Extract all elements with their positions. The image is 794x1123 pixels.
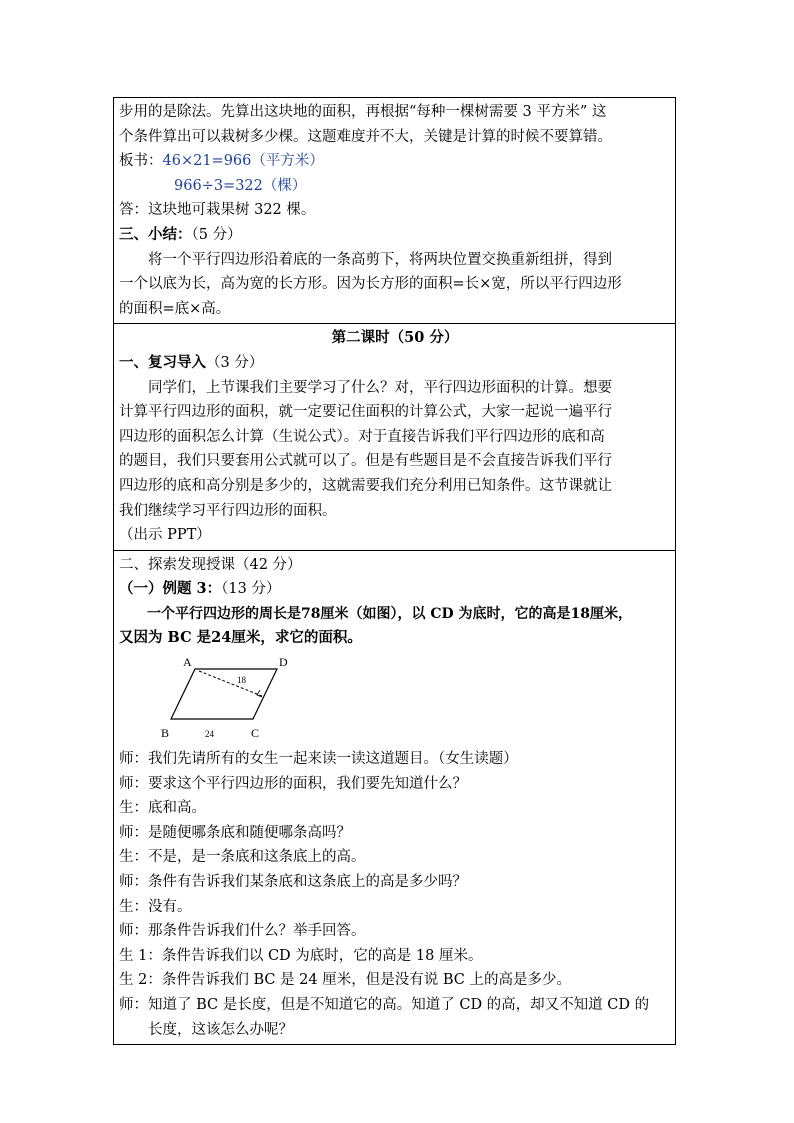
board-label: 板书：	[119, 153, 163, 170]
cell-previous-lesson	[113, 97, 676, 324]
board-equation-2: 966÷3=322（棵）	[174, 177, 307, 194]
dialog-line: 生 1：条件告诉我们以 CD 为底时，它的高是 18 厘米。	[119, 947, 483, 964]
height-line	[199, 671, 262, 696]
vertex-a-label: A	[183, 655, 192, 670]
dialog-line: 长度，这该怎么办呢？	[148, 1021, 293, 1038]
text-line: 的题目，我们只要套用公式就可以了。但是有些题目是不会直接告诉我们平行	[119, 453, 612, 470]
text-line: 我们继续学习平行四边形的面积。	[119, 502, 337, 519]
review-heading	[119, 351, 671, 376]
lesson-title: 第二课时（50 分）	[331, 329, 459, 347]
parallelogram-diagram	[159, 655, 299, 745]
review-time: （3 分）	[206, 354, 264, 371]
review-title: 一、复习导入	[119, 353, 206, 371]
example-title: （一）例题 3：	[119, 580, 222, 598]
dialog-line: 生：不是，是一条底和这条底上的高。	[119, 849, 366, 866]
vertex-c-label: C	[251, 726, 260, 741]
text-line: 四边形的底和高分别是多少的，这就需要我们充分利用已知条件。这节课就让	[119, 477, 612, 494]
summary-line: 将一个平行四边形沿着底的一条高剪下，将两块位置交换重新组拼，得到	[148, 251, 612, 268]
ppt-note: （出示 PPT）	[119, 527, 211, 544]
vertex-b-label: B	[161, 726, 170, 741]
dialog-line: 生：没有。	[119, 898, 192, 915]
cell-explore	[113, 551, 676, 1046]
lesson-table	[113, 97, 676, 1045]
dialog-line: 生 2：条件告诉我们 BC 是 24 厘米，但是没有说 BC 上的高是多少。	[119, 972, 571, 989]
board-equation-1: 46×21=966（平方米）	[162, 153, 324, 170]
summary-time: （5 分）	[191, 226, 242, 243]
dialog-line: 师：我们先请所有的女生一起来读一读这道题目。（女生读题）	[119, 751, 518, 768]
cell-review-intro	[113, 324, 676, 550]
parallelogram-figure	[119, 651, 671, 747]
summary-title: 三、小结：	[119, 225, 192, 243]
example-time: （13 分）	[221, 581, 281, 598]
dialog-line: 师：条件有告诉我们某条底和这条底上的高是多少吗？	[119, 874, 467, 891]
vertex-d-label: D	[279, 655, 288, 670]
dialog-line: 师：是随便哪条底和随便哪条高吗？	[119, 824, 351, 841]
summary-line: 一个以底为长，高为宽的长方形。因为长方形的面积=长×宽，所以平行四边形	[119, 276, 622, 293]
text-line: 四边形的面积怎么计算（生说公式）。对于直接告诉我们平行四边形的底和高	[119, 428, 605, 445]
text-line: 个条件算出可以栽树多少棵。这题难度并不大，关键是计算的时候不要算错。	[119, 128, 612, 145]
explore-heading: 二、探索发现授课（42 分）	[119, 556, 302, 573]
text-line: 同学们，上节课我们主要学习了什么？对，平行四边形面积的计算。想要	[148, 379, 612, 396]
board-line	[119, 149, 671, 174]
dialog-line: 师：知道了 BC 是长度，但是不知道它的高。知道了 CD 的高，却又不知道 CD 的	[119, 997, 650, 1013]
problem-line: 又因为 BC 是24厘米，求它的面积。	[119, 629, 362, 647]
dialog-line: 师：那条件告诉我们什么？举手回答。	[119, 923, 366, 940]
text-line: 步用的是除法。先算出这块地的面积，再根据“每种一棵树需要 3 平方米” 这	[119, 104, 607, 120]
dialog-line: 师：要求这个平行四边形的面积，我们要先知道什么？	[119, 775, 467, 792]
dialog-line: 生：底和高。	[119, 800, 206, 817]
text-line: 计算平行四边形的面积，就一定要记住面积的计算公式，大家一起说一遍平行	[119, 404, 612, 421]
height-value-label: 18	[237, 675, 246, 686]
summary-line: 的面积=底×高。	[119, 300, 231, 317]
base-value-label: 24	[205, 729, 214, 740]
parallelogram-shape	[171, 669, 277, 719]
summary-heading	[119, 223, 671, 248]
answer-line: 答：这块地可栽果树 322 棵。	[119, 202, 316, 219]
problem-line: 一个平行四边形的周长是78厘米（如图），以 CD 为底时，它的高是18厘米，	[147, 605, 632, 622]
example-heading	[119, 577, 671, 602]
